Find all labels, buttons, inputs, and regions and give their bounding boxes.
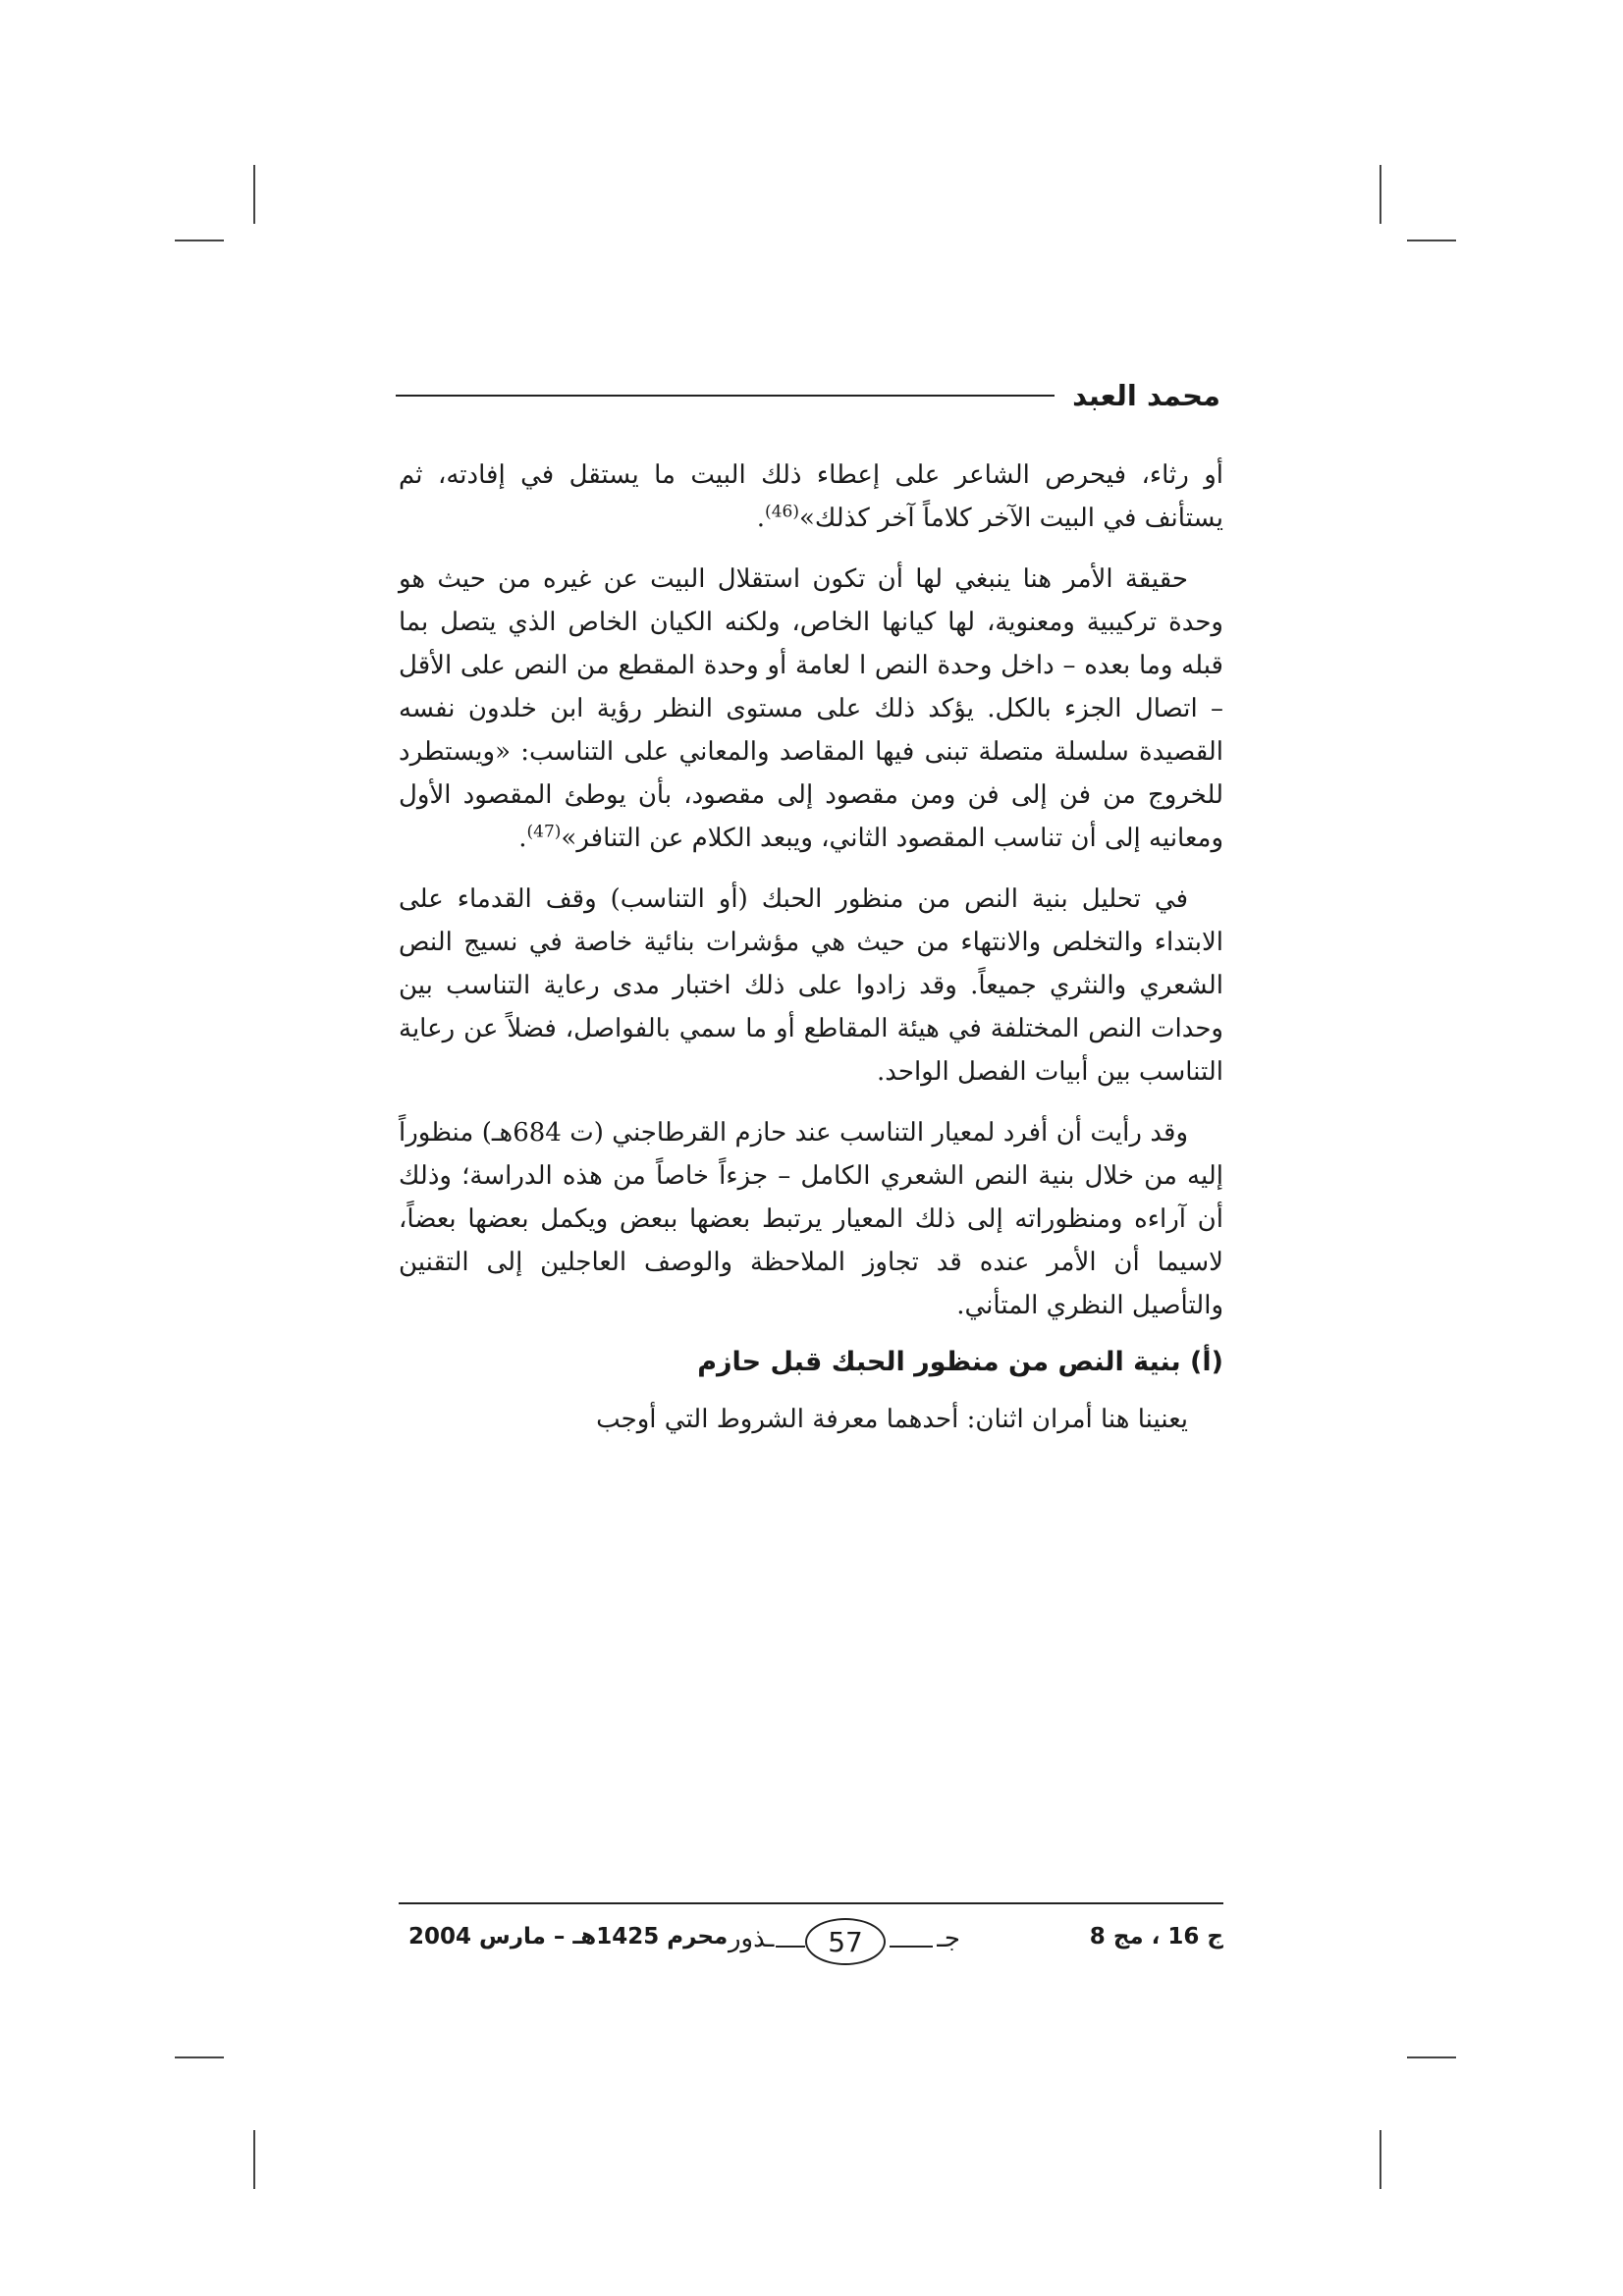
crop-mark — [175, 240, 224, 241]
paragraph-2 — [399, 558, 1223, 860]
paragraph-3: في تحليل بنية النص من منظور الحبك (أو التناسب) وقف القدماء على الابتداء والتخلص والانتهاء من حيث هي مؤشرات بنائية خاصة في نسيج النص الشعري والنثري جميعاً. وقد زادوا على ذلك اختبار مدى رعاية التناسب بين وحدات النص المختلفة في هيئة المقاطع أو ما سمي بالفواصل، فضلاً عن رعاية التناسب بين أبيات الفصل الواحد. — [399, 884, 1223, 1087]
issue-date: محرم 1425هـ – مارس 2004 — [408, 1924, 729, 1949]
journal-logo-right: جـ — [937, 1924, 960, 1953]
footnote-ref-47[interactable]: (47) — [526, 822, 562, 842]
article-body — [399, 454, 1223, 1459]
paragraph-5: يعنينا هنا أمران اثنان: أحدهما معرفة الشروط التي أوجب — [596, 1405, 1188, 1434]
footnote-ref-46[interactable]: (46) — [765, 502, 799, 522]
crop-mark — [1380, 2130, 1381, 2189]
crop-mark — [253, 165, 255, 224]
author-name: محمد العبد — [1072, 379, 1220, 412]
crop-mark — [175, 2056, 224, 2058]
journal-logo-line — [890, 1946, 933, 1948]
journal-logo-line — [776, 1946, 805, 1948]
paragraph-2-text: حقيقة الأمر هنا ينبغي لها أن تكون استقلال البيت عن غيره من حيث هو وحدة تركيبية ومعنوية، لها كيانها الخاص، ولكنه الكيان الخاص الذي يتصل بما قبله وما بعده – داخل وحدة النص ا لعامة أو وحدة المقطع من النص على الأقل – اتصال الجزء بالكل. يؤكد ذلك على مستوى النظر رؤية ابن خلدون نفسه القصيدة سلسلة متصلة تبنى فيها المقاصد والمعاني على التناسب: «ويستطرد للخروج من فن إلى فن ومن مقصود إلى مقصود، بأن يوطئ المقصود الأول ومعانيه إلى أن تناسب المقصود الثاني، ويبعد الكلام عن التنافر» — [399, 564, 1223, 853]
paragraph-2-end: . — [518, 824, 527, 853]
paragraph-1 — [399, 454, 1223, 540]
issue-volume: ج 16 ، مج 8 — [1089, 1924, 1223, 1949]
journal-logo-left: ـذور — [729, 1924, 775, 1953]
paragraph-1-text: أو رثاء، فيحرص الشاعر على إعطاء ذلك البيت ما يستقل في إفادته، ثم يستأنف في البيت الآخر كلاماً آخر كذلك» — [399, 460, 1223, 533]
crop-mark — [1380, 165, 1381, 224]
running-header — [396, 371, 1220, 420]
crop-mark — [1407, 2056, 1456, 2058]
crop-mark — [253, 2130, 255, 2189]
section-heading: (أ) بنية النص من منظور الحبك قبل حازم — [697, 1347, 1223, 1377]
footer-rule — [399, 1902, 1223, 1904]
crop-mark — [1407, 240, 1456, 241]
header-rule — [396, 395, 1055, 397]
page-footer — [399, 1912, 1223, 1971]
paragraph-1-end: . — [756, 504, 766, 533]
page-number: 57 — [805, 1918, 886, 1965]
journal-logo — [723, 1914, 968, 1969]
paragraph-4: وقد رأيت أن أفرد لمعيار التناسب عند حازم القرطاجني (ت 684هـ) منظوراً إليه من خلال بنية النص الشعري الكامل – جزءاً خاصاً من هذه الدراسة؛ وذلك أن آراءه ومنظوراته إلى ذلك المعيار يرتبط بعضها ببعض ويكمل بعضها بعضاً، لاسيما أن الأمر عنده قد تجاوز الملاحظة والوصف العاجلين إلى التقنين والتأصيل النظري المتأني. — [399, 1118, 1223, 1320]
